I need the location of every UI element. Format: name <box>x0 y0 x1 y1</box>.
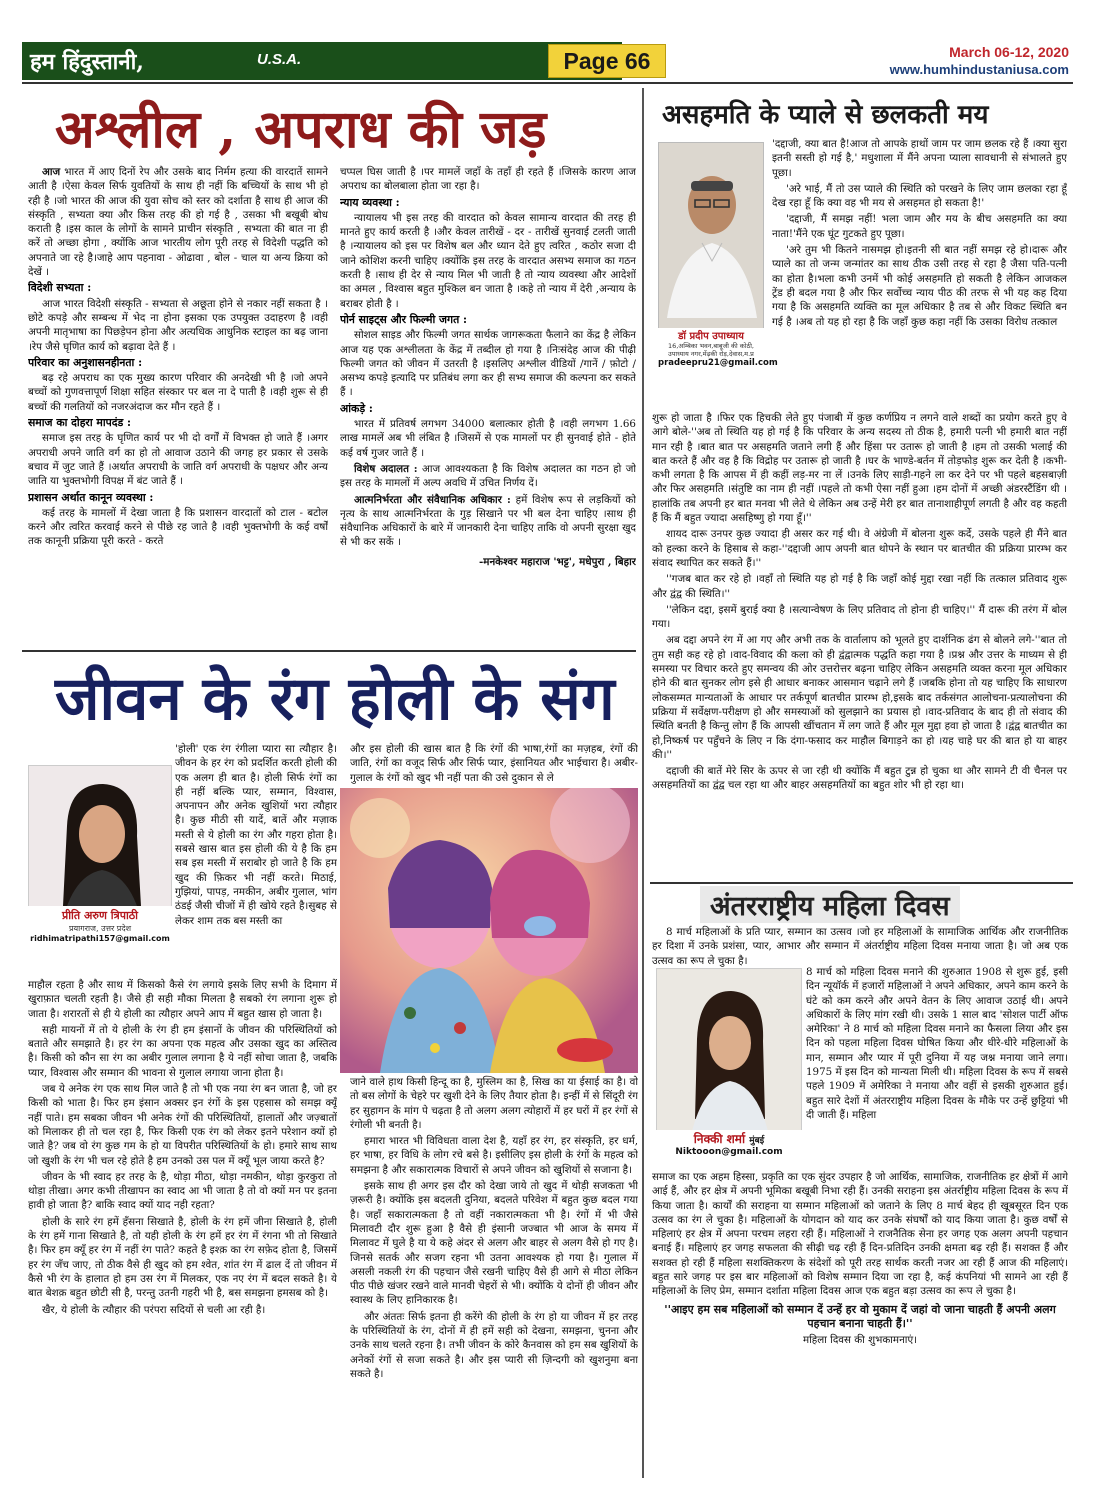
author-caption-nikki <box>656 1130 802 1157</box>
paragraph-text: जीवन के भी स्वाद हर तरह के है, थोड़ा मीठा, थोड़ा नमकीन, थोड़ा कुरकुरा तो थोड़ा तीखा। अगर कभी तीखापन का स्वाद आ भी जाता है तो वो क्यों मन पर इतना हावी हो जाता है? बाकि स्वाद क्यों याद नही रहता? <box>28 1170 337 1212</box>
section-subheading: न्याय व्यवस्था : <box>340 195 400 209</box>
paragraph-lead: विशेष अदालत : <box>354 462 418 475</box>
section-rule-left <box>22 650 636 652</box>
paragraph-text: भारत में प्रतिवर्ष लगभग 34000 बलात्कार होती है ।वही लगभग 1.66 लाख मामलें अब भी लंबित है ।जिसमें से एक मामलों पर ही सुनवाई होते - होते कई वर्ष गुजर जाते हैं । <box>340 418 636 459</box>
article-2-headline: असहमति के प्याले से छलकती मय <box>662 100 989 130</box>
paragraph-text: और अंततः सिर्फ इतना ही करेंगे की होली के रंग हो या जीवन में हर तरह के परिस्थितियों के रंग, दोनों में ही हमें सही को देखना, समझना, चुनना और उनके साथ चलते रहना है। तभी जीवन के कोरे कैनवास को हम सब खुशियों के अनेकों रंगों से सजा सकते है। और इस प्यारी सी ज़िन्दगी को खुशनुमा बना सकते है। <box>350 1310 638 1380</box>
paragraph <box>350 1310 638 1381</box>
paragraph-text: सही मायनों में तो ये होली के रंग ही हम इंसानों के जीवन की परिस्थितियों को बताते और समझाते है। हर रंग का अपना एक महत्व और उसका खुद का अस्तित्व है। किसी को कौन सा रंग का अबीर गुलाल लगाना है ये नहीं सोचा जाता है, जबकि प्यार, विश्वास और सम्मान की भावना से गुलाल लगाया जाना होता है। <box>28 1023 337 1079</box>
paragraph <box>28 1303 337 1317</box>
website-link[interactable]: www.humhindustaniusa.com <box>889 62 1069 77</box>
author-caption-priti <box>28 906 172 943</box>
paragraph <box>652 411 1067 525</box>
header-rule <box>22 82 1073 84</box>
article-3-intro <box>175 742 337 975</box>
author-place-nikki: मुंबई <box>749 1136 765 1146</box>
author-email-priti[interactable]: ridhimatripathi157@gmail.com <box>30 934 170 943</box>
author-caption-pradeep <box>658 328 778 368</box>
column-divider-vertical <box>642 88 644 1478</box>
paragraph <box>652 603 1067 632</box>
paragraph <box>652 527 1067 570</box>
author-photo-pradeep <box>658 142 764 352</box>
paragraph <box>652 633 1067 762</box>
paragraph <box>28 165 328 279</box>
article-3-column-2 <box>350 1075 638 1473</box>
paragraph-text: ''लेकिन दद्दा, इसमें बुराई क्या है ।सत्यान्वेषण के लिए प्रतिवाद तो होना ही चाहिए।'' मैं दारू की तरंग में बोल गया। <box>652 603 1067 631</box>
article-1-column-2 <box>340 165 636 643</box>
paragraph <box>350 1075 638 1132</box>
closing-greeting: महिला दिवस की शुभकामनाएं। <box>802 1334 918 1347</box>
section-subheading: प्रशासन अर्थात कानून व्यवस्था : <box>28 490 154 504</box>
paragraph <box>28 978 337 1021</box>
paragraph-text: न्यायालय भी इस तरह की वारदात को केवल सामान्य वारदात की तरह ही मानते हुए कार्य करती है ।और केवल तारीखें - दर - तारीखें सुनवाई टलती जाती है ।न्यायालय को इस पर विशेष बल और ध्यान देते हुए त्वरित , कठोर सजा दी जाने कोशिश करनी चाहिए ।क्योंकि इस तरह के वारदात असभ्य समाज का गठन करती है ।साथ ही देर से न्याय मिल भी जाती है तो न्याय व्यवस्था और आदेशों का अमल , विश्वास बहुत मुश्किल बन जाता है ।कहे तो न्याय में देरी ,अन्याय के बराबर होती है । <box>340 211 636 310</box>
paragraph <box>350 1179 638 1308</box>
paragraph <box>340 493 636 550</box>
paragraph-text: आज आवश्यकता है कि विशेष अदालत का गठन हो जो इस तरह के मामलों में अल्प अवधि में उचित निर्णय दें। <box>340 462 636 490</box>
author-email-pradeep[interactable]: pradeepru21@gmail.com <box>658 358 778 368</box>
paragraph-text: इसके साथ ही अगर इस दौर को देखा जाये तो खुद में थोड़ी सजकता भी ज़रूरी है। क्योंकि इस बदलती दुनिया, बदलते परिवेश में बहुत कुछ बदल गया है। जहाँ सकारात्मकता है तो वहीं नकारात्मकता भी है। रंगों में भी जैसे मिलावटी दौर शुरू हुआ है वैसे ही इंसानी जज्बात भी आज के समय में मिलावट में घुले है या ये कहे अंदर से अलग और बाहर से अलग वैसे हो गए है। जिनसे सतर्क और सजग रहना भी उतना आवश्यक हो गया है। गुलाल में असली नकली रंग की पहचान जैसे रखनी चाहिए वैसे ही आगे से मीठा लेकिन पीठ पीछे खंजर रखने वाले मानवी चेहरों से भी। क्योंकि ये दोनों ही जीवन और स्वास्थ के लिए हानिकारक है। <box>350 1180 638 1307</box>
paragraph: 8 मार्च को महिला दिवस मनाने की शुरुआत 1908 से शुरू हुई, इसी दिन न्यूयॉर्क में हजारों महिलाओं ने अपने अधिकार, अपने काम करने के घंटे को कम करने और अपने वेतन के लिए आवाज उठाई थी। अपने अधिकारों के लिए मांग रखी थी। उसके 1 साल बाद 'सोशल पार्टी ऑफ अमेरिका' ने 8 मार्च को महिला दिवस मनाने का फैसला लिया और इस दिन को पहला महिला दिवस घोषित किया और धीरे-धीरे महिलाओं के मान, सम्मान और प्यार में पूरी दुनिया में यह जश्न मनाया जाने लगा। 1975 में इस दिन को मान्यता मिली थी। महिला दिवस के रूप में सबसे पहले 1909 में अमेरिका ने मनाया और वहीं से इसकी शुरुआत हुई। बहुत सारे देशों में अंतरराष्ट्रीय महिला दिवस के मौके पर उन्हें छुट्टियां भी दी जाती हैं। महिला <box>806 966 1068 1121</box>
article-2-text-bottom <box>652 411 1067 877</box>
paragraph <box>28 297 328 354</box>
paragraph <box>340 462 636 491</box>
paragraph-text: सोशल साइड और फिल्मी जगत सार्थक जागरूकता फैलाने का केंद्र है लेकिन आज यह एक अश्लीलता के केंद्र में तब्दील हो गया है ।निःसंदेह आज की पीढ़ी फिल्मी जगत को जीवन में उतरती है ।इसलिए अश्लील वीडियों /गानें / फ़ोटो / असभ्य कपड़े इत्यादि पर प्रतिबंध लगा कर ही सभ्य समाज की कल्पना कर सकते हैं । <box>340 329 636 399</box>
paragraph-text: बढ़ रहे अपराध का एक मुख्य कारण परिवार की अनदेखी भी है ।जो अपने बच्चों को गुणवत्तापूर्ण शिक्षा सहित संस्कार पर बल ना दे पाती है ।वही शुरू से ही बच्चों की गलतियों को नजरअंदाज कर मौन रहते हैं । <box>28 372 328 413</box>
article-3-column-1 <box>28 978 337 1473</box>
paragraph <box>340 417 636 460</box>
issue-date: March 06-12, 2020 <box>949 44 1069 60</box>
paragraph-text: चप्पल घिस जाती है ।पर मामलें जहाँ के तहाँ ही रहते हैं ।जिसके कारण आज अपराध का बोलबाला होता जा रहा है। <box>340 166 636 193</box>
section-rule-right <box>650 882 1073 884</box>
section-subheading: आंकड़े : <box>340 401 373 415</box>
section-subheading: पोर्न साइट्स और फिल्मी जगत : <box>340 312 467 326</box>
paragraph <box>772 182 1067 211</box>
masthead <box>22 42 622 80</box>
paragraph: 8 मार्च महिलाओं के प्रति प्यार, सम्मान का उत्सव ।जो हर महिलाओं के सामाजिक आर्थिक और राजनीतिक हर दिशा में उनके प्रशंसा, प्यार, आभार और सम्मान में अंतर्राष्ट्रीय महिला दिवस मनाया जाता है। जो अब एक उत्सव का रूप ले चुका है। <box>652 926 1068 967</box>
paragraph-text: 'दद्दाजी, क्या बात है!आज तो आपके हाथों जाम पर जाम छलक रहे हैं ।क्या सुरा इतनी सस्ती हो गई है,' मधुशाला में मैंने अपना प्याला सावधानी से संभालते हुए पूछा। <box>772 138 1067 179</box>
section-subheading: विदेशी सभ्यता : <box>28 281 92 295</box>
paragraph-text: हमारा भारत भी विविधता वाला देश है, यहाँ हर रंग, हर संस्कृति, हर धर्म, हर भाषा, हर विधि के लोग रचे बसे है। इसीलिए इस होली के रंगों के महत्व को समझना है और सकारात्मक विचारों से अपने जीवन को खुशियों से सजाना है। <box>350 1135 638 1176</box>
paragraph <box>340 211 636 311</box>
holi-children-photo <box>340 788 638 1073</box>
author-name-priti: प्रीति अरुण त्रिपाठी <box>61 909 139 922</box>
paragraph-lead: आत्मनिर्भरता और संवैधानिक अधिकार : <box>354 493 511 506</box>
article-1-headline: अश्लील , अपराध की जड़ <box>55 99 547 160</box>
paragraph-lead: आज <box>42 166 61 178</box>
author-name-pradeep: डॉ प्रदीप उपाध्याय <box>658 328 764 342</box>
paragraph <box>28 1082 337 1168</box>
paragraph-text: हमें विशेष रूप से लड़कियों को नृत्य के साथ आत्मनिर्भरता के गुड़ सिखाने पर भी बल देना चाहिए ।साथ ही संवैधानिक अधिकारों के बारे में जानकारी देना चाहिए ताकि वो अपनी सुरक्षा खुद से भी कर सकें । <box>340 493 636 549</box>
paragraph-text: जब ये अनेक रंग एक साथ मिल जाते है तो भी एक नया रंग बन जाता है, जो हर किसी को भाता है। फिर हम इंसान अक्सर इन रंगों के इस एहसास को समझ क्यूँ नहीं पाते। हम सबका जीवन भी अनेक रंगों की परिस्थितियों, हालातों और जज़्बातों को मिलाकर ही तो चल रहा है, फिर किसी एक रंग को लेकर इतने परेशान क्यों हो जाते है? जब वो रंग कुछ गम के हो या विपरीत परिस्थितियों के हो। हमारे साथ साथ जो खुशी के रंग भी चल रहे होते है हम उनको उस पल में क्यूँ भूल जाया करते है? <box>28 1083 337 1167</box>
paragraph <box>28 431 328 488</box>
paragraph <box>28 1023 337 1080</box>
paragraph-text: कई तरह के मामलों में देखा जाता है कि प्रशासन वारदातों को टाल - बटोल करने और त्वरित करवाई करने से पीछे रह जाते है ।वही भुक्तभोगी के कई वर्षों तक कानूनी प्रक्रिया पूरी करते - करते <box>28 506 328 548</box>
paragraph-text: शायद दारू उनपर कुछ ज्यादा ही असर कर गई थी। वे अंग्रेजी में बोलना शुरू कर्दे, उसके पहले ही मैंने बात को हल्का करने के हिसाब से कहा-''दद्दाजी आप अपनी बात थोपने के स्थान पर बातचीत की प्रक्रिया प्रारम्भ कर संवाद स्थापित कर सकते हैं।'' <box>652 528 1067 569</box>
paragraph-text: होली के सारे रंग हमें हँसना सिखाते है, होली के रंग हमें जीना सिखाते है, होली के रंग हमें गाना सिखाते है, तो यही होली के रंग हमें हर रंग में रंगना भी तो सिखाते है। फिर हम क्यूँ हर रंग में नहीं रंग पाते? कहते है इश्क़ का रंग सफ़ेद होता है, जिसमें हर रंग जँच जाए, तो ठीक वैसे ही खुद को हम श्वेत, शांत रंग में ढाल दें तो जीवन में कैसे भी रंग के हालात हो हम उस रंग में मिलकर, एक नए रंग में बदल सकते है। ये बात बेशक़ बहुत छोटी सी है, परन्तु उतनी गहरी भी है, बस समझना हमसब को है। <box>28 1215 337 1300</box>
paragraph <box>28 1170 337 1213</box>
paragraph-text: खैर, ये होली के त्यौहार की परंपरा सदियों से चली आ रही है। <box>42 1303 266 1316</box>
article-4-body <box>652 1170 1068 1470</box>
paragraph <box>340 328 636 399</box>
author-address-pradeep: 16,अम्बिका भवन,बाबूजी की कोठी, उपाध्याय नगर,मेंढ़की रोड़,देवास,म.प्र <box>658 342 764 358</box>
paragraph <box>652 572 1067 601</box>
paragraph-text: भारत में आए दिनों रेप और उसके बाद निर्मम हत्या की वारदातें सामने आती है ।ऐसा केवल सिर्फ युवतियों के साथ ही नहीं कि बच्चियों के साथ भी हो रही है ।जो भारत की आज की युवा सोच को स्तर को दर्शाता है साथ ही आज की संस्कृति , सभ्यता क्या और किस तरह की हो गई है , उसका भी बखूबी बोध कराती है ।इस काल के लोगों के सामने प्राचीन संस्कृति , सभ्यता की बात ना ही करें तो अच्छा होगा , क्योंकि आज भारतीय लोग पूरी तरह से विदेशी पद्धति को अपनाते जा रहे है।जाहे आप पहनावा - ओढावा , बोल - चाल या अन्य क्रिया को देखें । <box>28 166 328 279</box>
paragraph <box>340 165 636 194</box>
paragraph-text: जाने वाले हाथ किसी हिन्दू का है, मुस्लिम का है, सिख का या ईसाई का है। वो तो बस लोगों के चेहरे पर खुशी देने के लिए तैयार होता है। इन्हीं में से सिंदूरी रंग हर सुहागन के मांग पे चढ़ता है तो अलग अलग त्योहारों में हर घरों में हर रंगों से रंगोली भी बनती है। <box>350 1076 638 1131</box>
paragraph-text: समाज इस तरह के घृणित कार्य पर भी दो वर्गों में विभक्त हो जाते हैं ।अगर अपराधी अपने जाति वर्ग का हो तो आवाज उठाने की जगह हर प्रकार से उसके बचाव में जुट जाते हैं ।अर्थात अपराधी के जाति वर्ग अपराधी के पक्षधर और अन्य जाति या भुक्तभोगी विपक्ष में बंट जाते हैं । <box>28 432 328 488</box>
paragraph: और इस होली की खास बात है कि रंगों की भाषा,रंगों का मज़हब, रंगों की जाति, रंगों का वजूद सिर्फ और सिर्फ प्यार, इंसानियत और भाईचारा है। अबीर-गुलाल के रंगों को खुद भी नहीं पता की उसे दुकान से ले <box>350 743 638 784</box>
paragraph-text: 'अरे भाई, मैं तो उस प्याले की स्थिति को परखने के लिए जाम छलका रहा हूँ देख रहा हूँ कि क्या वह भी मय से असहमत हो सकता है!' <box>772 182 1067 210</box>
paragraph-text: अब दद्दा अपने रंग में आ गए और अभी तक के वार्तालाप को भूलते हुए दार्शनिक ढंग से बोलने लगे-''बात तो तुम सही कह रहे हो ।वाद-विवाद की कला को ही द्वंद्वात्मक पद्धति कहा गया है ।प्रश्न और उत्तर के माध्यम से ही समस्या पर विचार करते हुए समन्वय की ओर उत्तरोत्तर बढ़ना चाहिए लेकिन असहमति व्यक्त करना मूल अधिकार होने की बात सुनकर लोग इसे ही आधार बनाकर आसमान चढ़ाने लगे हैं ।जबकि होना तो यह चाहिए कि साधारण लोकसम्मत मान्यताओं के आधार पर तर्कपूर्ण बातचीत प्रारम्भ हो,इसके बाद तर्कसंगत आलोचना-प्रत्यालोचना की प्रक्रिया में सर्वेक्षण-परीक्षण हो और समस्याओं को सुलझाने का प्रयास हो ।वाद-प्रतिवाद के बाद ही तो संवाद की स्थिति बनती है किन्तु लोग हैं कि आपसी खींचतान में लग जाते हैं और मूल मुद्दा हवा हो जाता है ।द्वंद्व बातचीत का हो,निष्कर्ष पर पहुँचने के लिए न कि दंगा-फसाद कर माहौल बिगाड़ने का हो ।यह चाहे घर की बात हो या बाहर की।'' <box>652 634 1067 761</box>
paragraph-text: आज भारत विदेशी संस्कृति - सभ्यता से अछूता होने से नकार नहीं सकता है ।छोटे कपड़े और सम्बन्ध में भेद ना होना इसका एक उपयुक्त उदाहरण है ।वही अपनी मातृभाषा का पिछड़ेपन होना और अत्यधिक आधुनिक स्टाइल का बढ़ जाना ।रेप जैसे घृणित कार्य को बढ़ावा देते हैं । <box>28 297 328 353</box>
paragraph <box>772 243 1067 329</box>
brand-name: हम हिंदुस्तानी, <box>30 49 144 75</box>
paragraph <box>772 212 1067 241</box>
author-place-priti: प्रयागराज, उत्तर प्रदेश <box>68 924 132 933</box>
paragraph-text: ''गजब बात कर रहे हो ।वहाँ तो स्थिति यह हो गई है कि जहाँ कोई मुद्दा रखा नहीं कि तत्काल प्रतिवाद शुरू और द्वंद्व की स्थिति।'' <box>652 573 1067 600</box>
author-photo-nikki <box>656 968 802 1156</box>
paragraph <box>652 764 1067 793</box>
page-number: Page 66 <box>548 44 666 78</box>
paragraph <box>28 1215 337 1301</box>
paragraph <box>28 371 328 414</box>
article-2-text-top <box>772 137 1067 409</box>
section-subheading: समाज का दोहरा मापदंड : <box>28 416 132 430</box>
paragraph: 'होली' एक रंग रंगीला प्यारा सा त्यौहार है। जीवन के हर रंग को प्रदर्शित करती होली की एक अलग ही बात है। होली सिर्फ रंगों का ही नहीं बल्कि प्यार, सम्मान, विश्वास, अपनापन और अनेक खुशियों भरा त्यौहार है। कुछ मीठी सी यादें, बातें और मज़ाक मस्ती से ये होली का रंग और गहरा होता है। सबसे खास बात इस होली की ये है कि हम सब इस मस्ती में सराबोर हो जाते है कि हम खुद की फ़िकर भी नहीं करते। मिठाई, गुझियां, पापड़, नमकीन, अबीर गुलाल, भांग ठंडई जैसी चीजों में ही खोये रहते है।सुबह से लेकर शाम तक बस मस्ती का <box>175 743 337 927</box>
article-4-beside-photo <box>806 965 1068 1170</box>
article-4-intro <box>652 925 1068 970</box>
closing-quote: ''आइए हम सब महिलाओं को सम्मान दें उन्हें हर वो मुकाम दें जहां वो जाना चाहती हैं अपनी अलग पहचान बनाना चाहती हैं।'' <box>664 1302 1056 1330</box>
article-3-headline: जीवन के रंग होली के संग <box>55 664 615 734</box>
paragraph <box>28 506 328 549</box>
paragraph <box>772 137 1067 180</box>
paragraph-text: 'अरे तुम भी कितने नासमझ हो।इतनी सी बात नहीं समझ रहे हो।दारू और प्याले का तो जन्म जन्मांतर का साथ ठीक उसी तरह से रहा है जैसा पति-पत्नी का होता है।भला कभी उनमें भी कोई असहमति हो सकती है लेकिन आजकल ट्रेंड ही बदल गया है और फिर सर्वोच्च न्याय पीठ की तरफ से भी यह कह दिया गया है कि असहमति व्यक्ति का मूल अधिकार है तब से और विकट स्थिति बन गई है ।अब तो यह हो रहा है कि जहाँ कुछ कहा नहीं कि उसका विरोध तत्काल <box>772 244 1067 328</box>
paragraph <box>350 1134 638 1177</box>
article-4-headline: अंतरराष्ट्रीय महिला दिवस <box>700 886 960 923</box>
author-email-nikki[interactable]: Niktooon@gmail.com <box>675 1147 783 1157</box>
article-1-column-1 <box>28 165 328 643</box>
brand-suffix: U.S.A. <box>257 51 302 68</box>
author-name-nikki: निक्की शर्मा <box>693 1132 746 1146</box>
paragraph: समाज का एक अहम हिस्सा, प्रकृति का एक सुंदर उपहार है जो आर्थिक, सामाजिक, राजनीतिक हर क्षेत्रों में आगे आई हैं, और हर क्षेत्र में अपनी भूमिका बखूबी निभा रही हैं। उनकी सराहना इस अंतर्राष्ट्रीय महिला दिवस के रूप में किया जाता है। कार्यों की सराहना या सम्मान महिलाओं को जताने के लिए 8 मार्च बेहद ही खूबसूरत दिन एक उत्सव का रंग ले चुका है। महिलाओं के योगदान को याद कर उनके संघर्षों को याद किया जाता है। कुछ वर्षों से महिलाएं हर क्षेत्र में अपना परचम लहरा रही हैं। महिलाओं ने राजनैतिक सेना हर जगह एक अलग अपनी पहचान बनाई हैं। महिलाएं हर जगह सफलता की सीढ़ी चढ़ रही हैं दिन-प्रतिदिन उनकी क्षमता बढ़ रही हैं। सशक्त हैं और सशक्त हो रही हैं महिला सशक्तिकरण के संदेशों को पूरी तरह सार्थक करती नजर आ रही हैं आज की महिलाएं। बहुत सारे जगह पर इस बार महिलाओं को विशेष सम्मान दिया जा रहा है, कई कंपनियां भी सामने आ रही हैं महिलाओं के लिए प्रेम, सम्मान दर्शाता महिला दिवस आज एक बहुत बड़ा उत्सव का रूप ले चुका है। <box>652 1171 1068 1298</box>
article-byline: -मनकेश्वर महाराज 'भट्ट', मधेपुरा , बिहार <box>479 555 636 568</box>
article-3-column-2-top <box>350 742 638 786</box>
section-subheading: परिवार का अनुशासनहीनता : <box>28 355 143 369</box>
paragraph-text: माहौल रहता है और साथ में किसको कैसे रंग लगाये इसके लिए सभी के दिमाग में खुराफ़ात चलती रहती है। जैसे ही सही मौका मिलता है सबको रंग लगाना शुरू हो जाता है। शरारतों से ही ये होली का त्यौहार अपने आप में बहुत खास हो जाता है। <box>28 979 337 1020</box>
paragraph-text: 'दद्दाजी, मैं समझ नहीं! भला जाम और मय के बीच असहमति का क्या नाता!'मैंने एक घूंट गुटकते हुए पूछा। <box>772 213 1067 240</box>
paragraph-text: दद्दाजी की बातें मेरे सिर के ऊपर से जा रही थी क्योंकि मैं बहुत टुन्न हो चुका था और सामने टी वी चैनल पर असहमतियों का द्वंद्व चल रहा था और बाहर असहमतियों का बहुत शोर भी हो रहा था। <box>652 765 1067 792</box>
paragraph-text: शुरू हो जाता है ।फिर एक हिचकी लेते हुए पंजाबी में कुछ कर्णप्रिय न लगने वाले शब्दों का प्रयोग करते हुए वे आगे बोले-''अब तो स्थिति यह हो गई है कि परिवार के अन्य सदस्य तो ठीक है, हमारी पत्नी भी हमारी बात नहीं मान रही है ।बात बात पर असहमति जताने लगी हैं और हिंसा पर उतारू हो जाती है ।हम तो उसकी भलाई की बात करते हैं और वह है कि विद्रोह पर उतारू हो जाती है ।घर के भाण्डे-बर्तन में तोड़फोड़ शुरू कर देती है ।कभी-कभी लगता है कि आपस में ही कहीं लड़-मर ना लें ।उनके लिए साड़ी-गहने ला कर देने पर भी पहले बहसबाज़ी और फिर असहमति ।संतुष्टि का नाम ही नहीं ।पहले तो कभी ऐसा नहीं हुआ ।हम दोनों में अच्छी अंडरस्टैंडिंग थी ।हालांकि तब अपनी हर बात मनवा भी लेते थे लेकिन अब उन्हें मेरी हर बात तानाशाहीपूर्ण लगती है और वह कहती हैं कि मैं बहुत ज्यादा असहिष्णु हो गया हूँ।'' <box>652 412 1067 525</box>
